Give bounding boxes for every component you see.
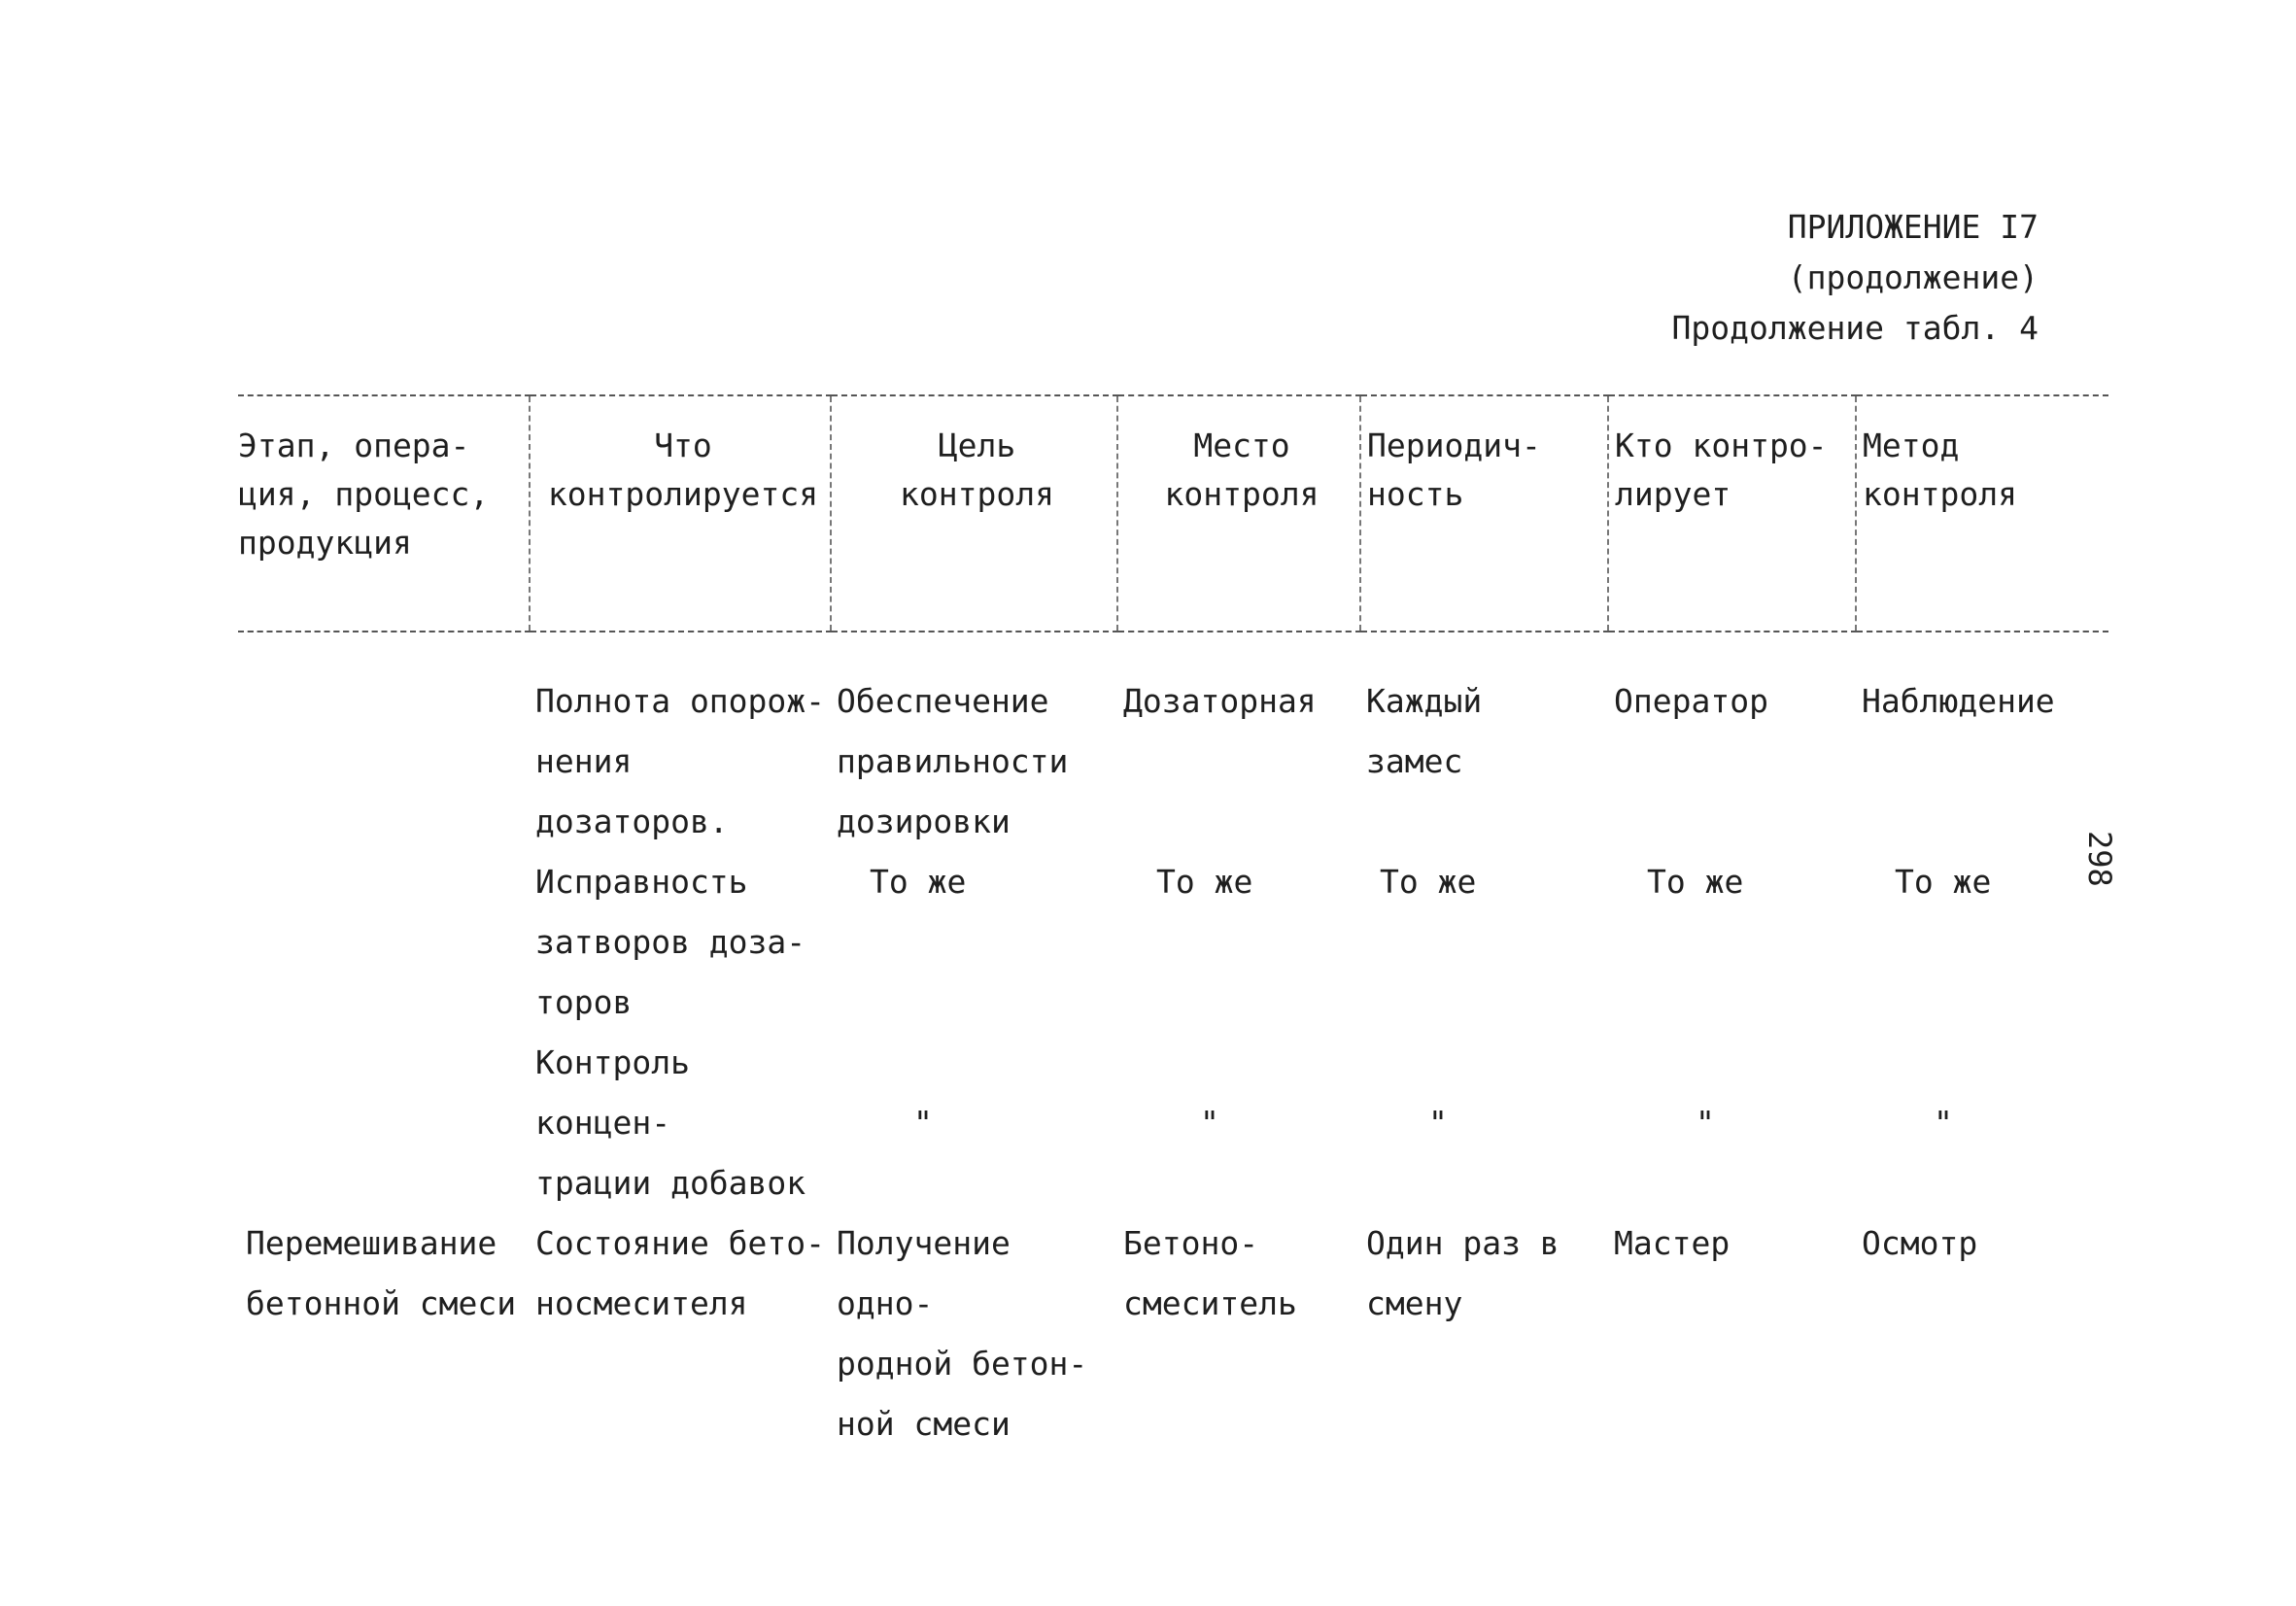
appendix-title: ПРИЛОЖЕНИЕ I7 — [1787, 208, 2039, 246]
column-header: Кто контро- лирует — [1608, 395, 1856, 632]
ditto-mark: " — [1934, 1104, 1953, 1142]
table-cell: Обеспечение правильности дозировки — [837, 682, 1069, 840]
table-row — [238, 1033, 2108, 1213]
table-cell: То же — [1156, 863, 1253, 901]
column-header: Что контролируется — [530, 395, 831, 632]
table-cell: Осмотр — [1862, 1224, 1978, 1262]
table-cell — [238, 1033, 530, 1213]
table-cell: Один раз в смену — [1366, 1224, 1559, 1322]
table-cell — [238, 632, 530, 852]
column-header: Место контроля — [1117, 395, 1360, 632]
table-cell: Каждый замес — [1366, 682, 1483, 780]
table-cell: Бетоно- смеситель — [1123, 1224, 1297, 1322]
table-cell: Оператор — [1614, 682, 1768, 720]
column-header: Цель контроля — [831, 395, 1117, 632]
table-cell: Состояние бето- носмесителя — [535, 1224, 826, 1322]
ditto-mark: " — [1200, 1104, 1219, 1142]
page-number: 298 — [2081, 831, 2118, 887]
column-header: Метод контроля — [1856, 395, 2108, 632]
header-block — [1672, 202, 2039, 354]
table-cell: То же — [870, 863, 967, 901]
table-row — [238, 852, 2108, 1033]
column-header: Этап, опера- ция, процесс, продукция — [238, 395, 530, 632]
table-cell: То же — [1647, 863, 1744, 901]
table-row — [238, 1213, 2108, 1454]
table-cell: То же — [1380, 863, 1477, 901]
table-cell: Перемешивание бетонной смеси — [246, 1224, 517, 1322]
table-body — [238, 632, 2108, 1454]
table-cell: Полнота опорож- нения дозаторов. — [535, 682, 826, 840]
ditto-mark: " — [913, 1104, 933, 1142]
table-cell: Исправность затворов доза- торов — [535, 863, 806, 1021]
table-cell: То же — [1895, 863, 1992, 901]
table-cell: Наблюдение — [1862, 682, 2055, 720]
appendix-continuation: (продолжение) — [1787, 258, 2039, 296]
control-table — [238, 394, 2108, 1454]
table-cell: Получение одно- родной бетон- ной смеси — [837, 1224, 1088, 1443]
ditto-mark: " — [1696, 1104, 1715, 1142]
table-cell: Дозаторная — [1123, 682, 1317, 720]
ditto-mark: " — [1428, 1104, 1448, 1142]
table-cell — [238, 852, 530, 1033]
table-row — [238, 632, 2108, 852]
table-cell: Контроль концен- трации добавок — [535, 1043, 806, 1202]
table-reference: Продолжение табл. 4 — [1671, 309, 2039, 347]
table-header — [238, 395, 2108, 632]
column-header: Периодич- ность — [1360, 395, 1608, 632]
table-cell: Мастер — [1614, 1224, 1731, 1262]
